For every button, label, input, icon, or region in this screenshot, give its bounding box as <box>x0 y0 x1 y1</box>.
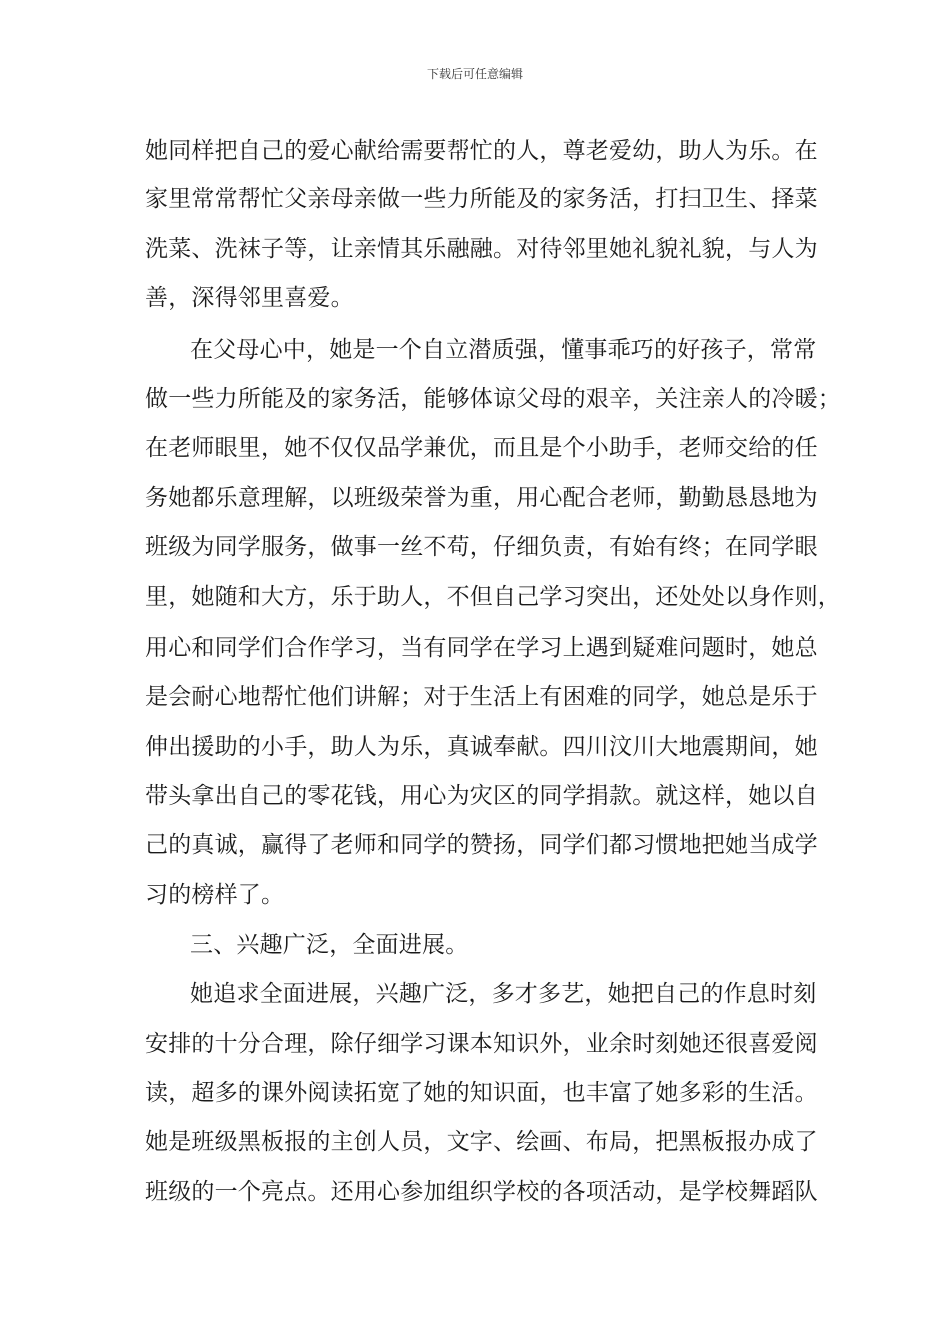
text-line: 带头拿出自己的零花钱，用心为灾区的同学捐款。就这样，她以自 <box>145 783 818 809</box>
text-line: 她是班级黑板报的主创人员，文字、绘画、布局，把黑板报办成了 <box>145 1129 818 1155</box>
text-line: 己的真诚，赢得了老师和同学的赞扬，同学们都习惯地把她当成学 <box>145 832 818 858</box>
text-line: 做一些力所能及的家务活，能够体谅父母的艰辛，关注亲人的冷暖； <box>145 386 841 412</box>
text-line: 伸出援助的小手，助人为乐，真诚奉献。四川汶川大地震期间，她 <box>145 734 818 760</box>
text-line: 善，深得邻里喜爱。 <box>145 285 354 311</box>
section-heading: 三、兴趣广泛，全面进展。 <box>190 932 469 958</box>
text-line: 用心和同学们合作学习，当有同学在学习上遇到疑难问题时，她总 <box>145 635 818 661</box>
page-header: 下载后可任意编辑 <box>426 67 523 81</box>
text-line: 她同样把自己的爱心献给需要帮忙的人，尊老爱幼，助人为乐。在 <box>145 138 818 164</box>
text-line: 务她都乐意理解，以班级荣誉为重，用心配合老师，勤勤恳恳地为 <box>145 485 818 511</box>
paragraph-first-line: 在父母心中，她是一个自立潜质强，懂事乖巧的好孩子，常常 <box>190 337 817 363</box>
text-line: 班级为同学服务，做事一丝不苟，仔细负责，有始有终；在同学眼 <box>145 534 818 560</box>
text-line: 班级的一个亮点。还用心参加组织学校的各项活动，是学校舞蹈队 <box>145 1179 818 1205</box>
text-line: 习的榜样了。 <box>145 882 285 908</box>
paragraph-first-line: 她追求全面进展，兴趣广泛，多才多艺，她把自己的作息时刻 <box>190 981 817 1007</box>
text-line: 家里常常帮忙父亲母亲做一些力所能及的家务活，打扫卫生、择菜 <box>145 186 818 212</box>
text-line: 安排的十分合理，除仔细学习课本知识外，业余时刻她还很喜爱阅 <box>145 1031 818 1057</box>
text-line: 里，她随和大方，乐于助人，不但自己学习突出，还处处以身作则， <box>145 584 841 610</box>
text-line: 在老师眼里，她不仅仅品学兼优，而且是个小助手，老师交给的任 <box>145 435 818 461</box>
text-line: 是会耐心地帮忙他们讲解；对于生活上有困难的同学，她总是乐于 <box>145 684 818 710</box>
text-line: 读，超多的课外阅读拓宽了她的知识面，也丰富了她多彩的生活。 <box>145 1080 818 1106</box>
text-line: 洗菜、洗袜子等，让亲情其乐融融。对待邻里她礼貌礼貌，与人为 <box>145 236 818 262</box>
